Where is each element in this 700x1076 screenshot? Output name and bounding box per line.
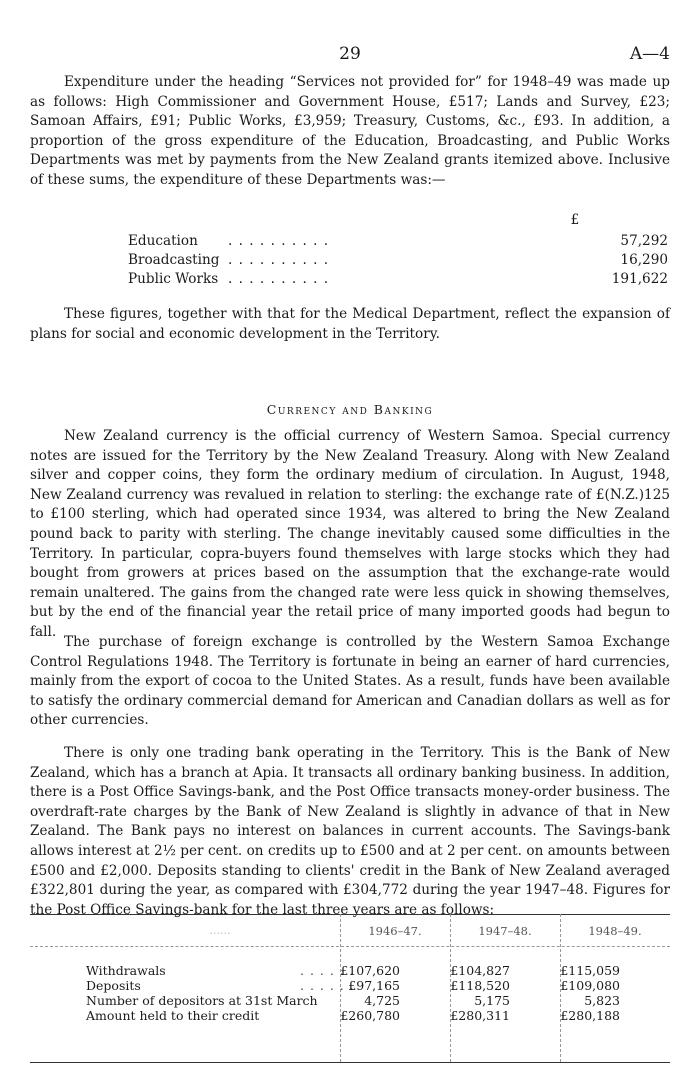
page-number: 29 xyxy=(339,44,361,64)
row-label: Amount held to their credit xyxy=(86,1008,260,1023)
table-row xyxy=(86,978,666,993)
table-row xyxy=(128,250,668,269)
table-row xyxy=(86,993,666,1008)
pound-column-header: £ xyxy=(570,212,580,228)
cell-value: £109,080 xyxy=(560,978,620,993)
dept-value: 16,290 xyxy=(620,252,668,269)
dept-name: Broadcasting xyxy=(128,252,220,269)
column-header-1948-49: 1948–49. xyxy=(588,924,642,938)
banking-paragraph: There is only one trading bank operating in the Territory. This is the Bank of New Zealand, which has a branch at Apia. It transacts all ordinary banking business. In addition, there is a Post Office Savings-bank, and the Post Office transacts money-order business. The overdraft-rate charges by the Bank of New Zealand is slightly in advance of that in New Zealand. The Bank pays no interest on balances in current accounts. The Savings-bank allows interest at 2½ per cent. on credits up to £500 and at 2 per cent. on amounts between £500 and £2,000. Deposits standing to clients' credit in the Bank of New Zealand averaged £322,801 during the year, as compared with £304,772 during the year 1947–48. Figures for the Post Office Savings-bank for the last three years are as follows: xyxy=(30,745,670,918)
cell-value: 5,823 xyxy=(584,993,620,1008)
table-header-rule xyxy=(30,946,670,947)
figures-paragraph: These figures, together with that for the Medical Department, reflect the expansion of plans for social and economic development in the Territory. xyxy=(30,306,670,342)
cell-value: £260,780 xyxy=(340,1008,400,1023)
column-header-1947-48: 1947–48. xyxy=(478,924,532,938)
dot-leader: . . . . . . xyxy=(300,978,355,993)
document-code: A—4 xyxy=(629,44,670,64)
table-row xyxy=(86,1008,666,1023)
cell-value: 5,175 xyxy=(474,993,510,1008)
cell-value: £118,520 xyxy=(450,978,510,993)
cell-value: £280,311 xyxy=(450,1008,510,1023)
table-row xyxy=(86,963,666,978)
cell-value: £104,827 xyxy=(450,963,510,978)
exchange-paragraph: The purchase of foreign exchange is controlled by the Western Samoa Exchange Control Regulations 1948. The Territory is fortunate in being an earner of hard currencies, mainly from the export of cocoa to the United States. As a result, funds have been available to satisfy the ordinary commercial demand for American and Canadian dollars as well as for other currencies. xyxy=(30,634,670,729)
dept-name: Public Works xyxy=(128,271,219,288)
dot-leader: . . . . . . . . . . xyxy=(228,252,330,269)
row-label: Number of depositors at 31st March xyxy=(86,993,318,1008)
table-row xyxy=(128,270,668,289)
table-row xyxy=(128,231,668,250)
dept-value: 191,622 xyxy=(611,271,668,288)
cell-value: £115,059 xyxy=(560,963,620,978)
row-label: Withdrawals xyxy=(86,963,166,978)
cell-value: 4,725 xyxy=(364,993,400,1008)
cell-value: £280,188 xyxy=(560,1008,620,1023)
expenditure-paragraph: Expenditure under the heading “Services not provided for” for 1948–49 was made up as follows: High Commissioner and Government House, £517; Lands and Survey, £23; Samoan Affairs, £91; Public Works, £3,959; Treasury, Customs, &c., £93. In addition, a proportion of the gross expenditure of the Education, Broadcasting, and Public Works Departments was met by payments from the New Zealand grants itemized above. Inclusive of these sums, the expenditure of these Departments was:— xyxy=(30,74,670,188)
stub-header: ...... xyxy=(209,924,231,937)
table-top-rule xyxy=(30,914,670,915)
department-expenditure-table xyxy=(128,231,668,289)
dot-leader: . . . . . . xyxy=(300,963,355,978)
column-header-1946-47: 1946–47. xyxy=(368,924,422,938)
cell-value: £107,620 xyxy=(340,963,400,978)
dot-leader: . . . . . . . . . . xyxy=(228,271,330,288)
dept-name: Education xyxy=(128,232,198,249)
currency-paragraph: New Zealand currency is the official currency of Western Samoa. Special currency notes are issued for the Territory by the New Zealand Treasury. Along with New Zealand silver and copper coins, they form the ordinary medium of circulation. In August, 1948, New Zealand currency was revalued in relation to sterling: the exchange rate of £(N.Z.)125 to £100 sterling, which had operated since 1934, was altered to bring the New Zealand pound back to parity with sterling. The change inevitably caused some difficulties in the Territory. In particular, copra-buyers found themselves with large stocks which they had bought from growers at prices based on the assumption that the exchange-rate would remain unaltered. The gains from the changed rate were less quick in showing themselves, but by the end of the financial year the retail price of many imported goods had begun to fall. xyxy=(30,428,670,640)
dept-value: 57,292 xyxy=(620,232,668,249)
section-heading: Currency and Banking xyxy=(266,402,434,417)
table-bottom-rule xyxy=(30,1062,670,1063)
dot-leader: . . . . . . . . . . xyxy=(228,232,330,249)
cell-value: £97,165 xyxy=(348,978,400,993)
row-label: Deposits xyxy=(86,978,141,993)
